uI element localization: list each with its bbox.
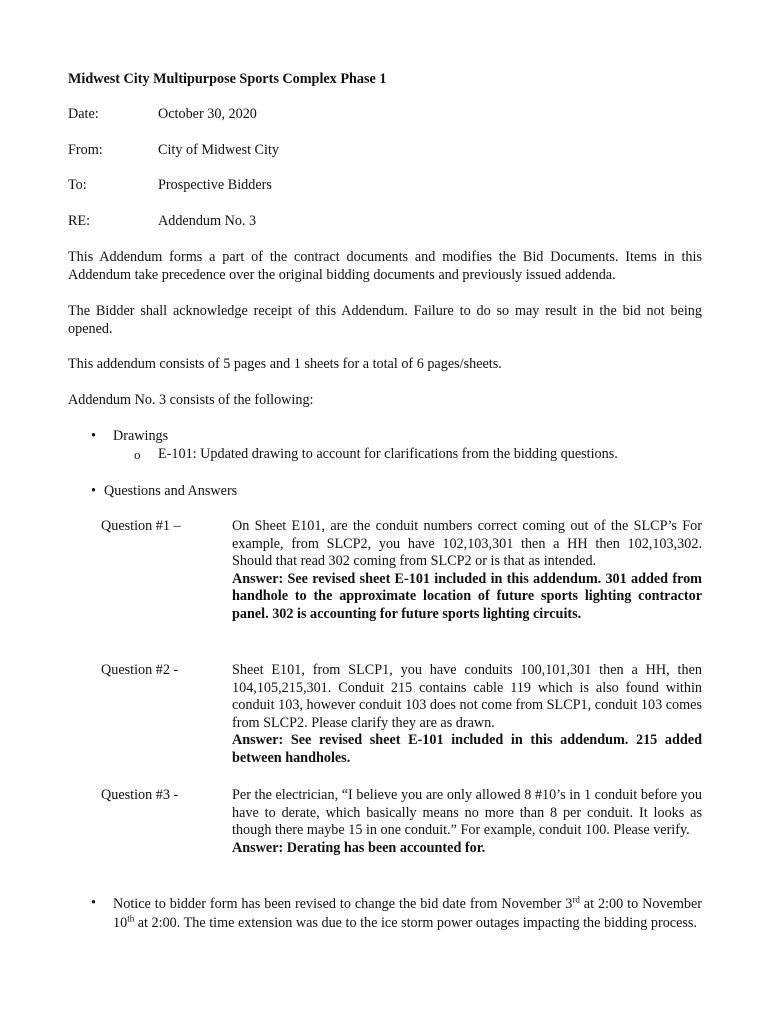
from-label: From:	[68, 142, 103, 158]
sub-bullet-marker: o	[134, 447, 141, 462]
sub-bullet-e101: E-101: Updated drawing to account for clarifications from the bidding questions.	[158, 446, 618, 462]
question-3-label: Question #3 -	[101, 787, 179, 803]
notice-paragraph	[113, 895, 702, 932]
re-label: RE:	[68, 213, 91, 229]
answer-3: Answer: Derating has been accounted for.	[232, 839, 486, 856]
question-3-body	[232, 787, 702, 857]
date-label: Date:	[68, 106, 99, 122]
question-2-body	[232, 662, 702, 768]
bullet-notice-marker: •	[91, 895, 96, 911]
question-2-label: Question #2 -	[101, 662, 179, 678]
answer-2: Answer: See revised sheet E-101 included in this addendum. 215 added between handholes.	[232, 732, 702, 766]
notice-part-1: Notice to bidder form has been revised to change the bid date from November 3	[113, 896, 573, 912]
bullet-qa-marker: •	[91, 483, 96, 499]
question-3-text: Per the electrician, “I believe you are only allowed 8 #10’s in 1 conduit before you have to derate, which basically means no more than 8 per conduit. It looks as though there maybe 15 in one conduit.” For example, conduit 100. Please verify.	[232, 787, 702, 839]
answer-1: Answer: See revised sheet E-101 included in this addendum. 301 added from handhole to the approximate location of future sports lighting contractor panel. 302 is accounting for future sports lighting circuits.	[232, 570, 702, 622]
notice-sup-1: rd	[572, 894, 580, 905]
question-1-body	[232, 518, 702, 624]
page-count-paragraph: This addendum consists of 5 pages and 1 sheets for a total of 6 pages/sheets.	[68, 356, 502, 372]
from-value: City of Midwest City	[158, 142, 279, 158]
question-2-text: Sheet E101, from SLCP1, you have conduits 100,101,301 then a HH, then 104,105,215,301. Conduit 215 contains cable 119 which is also found within conduit 103, however conduit 103 does not come from SLCP1, conduit 103 comes from SLCP2. Please clarify they are as drawn.	[232, 662, 702, 731]
notice-sup-2: th	[127, 912, 135, 923]
document-title: Midwest City Multipurpose Sports Complex Phase 1	[68, 71, 387, 87]
re-value: Addendum No. 3	[158, 213, 257, 229]
date-value: October 30, 2020	[158, 106, 257, 122]
notice-part-2: at 2:00 to November 10	[113, 896, 702, 931]
intro-paragraph: This Addendum forms a part of the contract documents and modifies the Bid Documents. Items in this Addendum take precedence over the original bidding documents and previously issued addenda.	[68, 249, 702, 283]
bullet-drawings: Drawings	[113, 428, 169, 444]
notice-part-3: at 2:00. The time extension was due to the ice storm power outages impacting the bidding process.	[134, 914, 697, 931]
question-1-text: On Sheet E101, are the conduit numbers correct coming out of the SLCP’s For example, from SLCP2, you have 102,103,301 then a HH then 102,103,302. Should that read 302 coming from SLCP2 or is that as intended.	[232, 518, 702, 570]
bullet-qa: Questions and Answers	[104, 483, 238, 499]
to-value: Prospective Bidders	[158, 177, 272, 193]
question-1-label: Question #1 –	[101, 518, 181, 534]
contents-intro: Addendum No. 3 consists of the following:	[68, 392, 314, 408]
acknowledge-paragraph: The Bidder shall acknowledge receipt of this Addendum. Failure to do so may result in the bid not being opened.	[68, 303, 702, 337]
to-label: To:	[68, 177, 87, 193]
bullet-drawings-marker: •	[91, 428, 96, 444]
